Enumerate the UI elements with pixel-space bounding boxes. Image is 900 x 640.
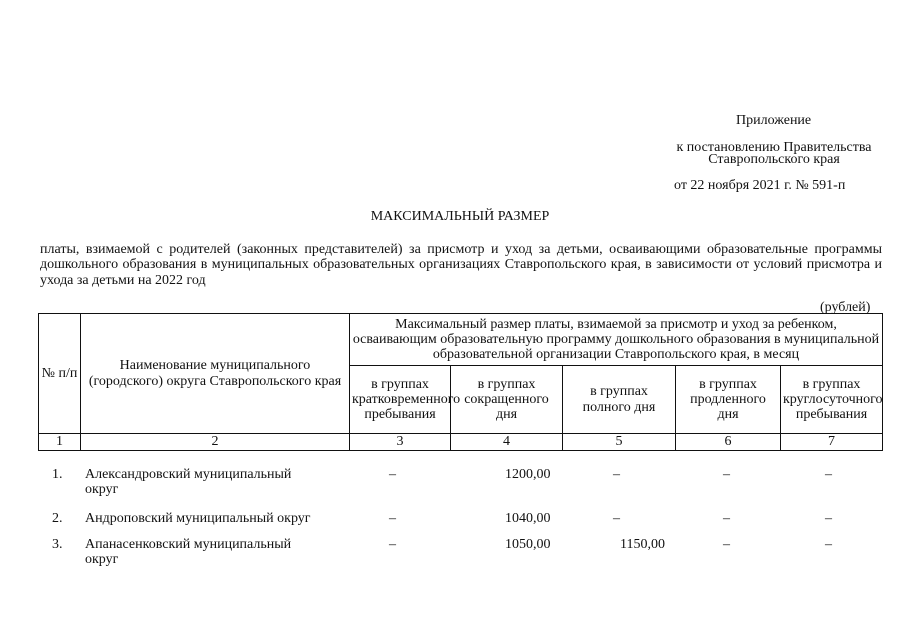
table-row [38, 511, 882, 531]
document-subtitle: платы, взимаемой с родителей (законных представителей) за присмотр и уход за детьми, осваивающими образовательные программы дошкольного образования в муниципальных образовательных организациях Ставропольского края, в зависимости от условий присмотра и ухода за детьми на 2022 год [40, 242, 882, 288]
col-number: 2 [81, 434, 350, 451]
col-header-number: № п/п [39, 314, 81, 434]
value-full-day: – [613, 467, 620, 482]
decree-reference-line1: к постановлению Правительства [676, 140, 872, 155]
col-header-short-stay: в группах кратковременного пребывания [350, 366, 451, 434]
table-row [38, 467, 882, 507]
col-number: 5 [563, 434, 676, 451]
decree-reference-line2: Ставропольского края [708, 152, 840, 167]
col-header-fee-group: Максимальный размер платы, взимаемой за присмотр и уход за ребенком, осваивающим образовательную программу дошкольного образования в муниципальной образовательной организации Ставропольского края, в месяц [350, 314, 883, 366]
value-extended-day: – [723, 467, 730, 482]
value-short-stay: – [389, 511, 396, 526]
col-header-name: Наименование муниципального (городского) округа Ставропольского края [81, 314, 350, 434]
value-short-stay: – [389, 537, 396, 552]
row-district-name: Апанасенковский муниципальный округ [85, 537, 292, 568]
value-round-the-clock: – [825, 537, 832, 552]
fee-table-header [38, 313, 883, 451]
col-header-reduced-day: в группах сокращенного дня [451, 366, 563, 434]
units-label: (рублей) [820, 300, 871, 315]
col-header-full-day: в группах полного дня [563, 366, 676, 434]
value-short-stay: – [389, 467, 396, 482]
row-number: 2. [52, 511, 63, 526]
value-reduced-day: 1050,00 [505, 537, 551, 552]
row-number: 3. [52, 537, 63, 552]
col-header-round-the-clock: в группах круглосуточного пребывания [781, 366, 883, 434]
table-row [38, 537, 882, 577]
value-extended-day: – [723, 511, 730, 526]
row-number: 1. [52, 467, 63, 482]
appendix-label: Приложение [736, 113, 812, 128]
decree-date-number: от 22 ноября 2021 г. № 591-п [674, 178, 846, 193]
value-round-the-clock: – [825, 467, 832, 482]
value-full-day: – [613, 511, 620, 526]
value-round-the-clock: – [825, 511, 832, 526]
value-reduced-day: 1200,00 [505, 467, 551, 482]
col-number: 7 [781, 434, 883, 451]
row-district-name: Андроповский муниципальный округ [85, 511, 311, 526]
value-full-day: 1150,00 [620, 537, 665, 552]
col-number: 6 [676, 434, 781, 451]
table-body [38, 467, 882, 568]
document-title: МАКСИМАЛЬНЫЙ РАЗМЕР [370, 209, 550, 224]
row-district-name: Александровский муниципальный округ [85, 467, 292, 498]
col-header-extended-day: в группах продленного дня [676, 366, 781, 434]
value-reduced-day: 1040,00 [505, 511, 551, 526]
col-number: 3 [350, 434, 451, 451]
column-numbers-row [39, 434, 883, 451]
col-number: 1 [39, 434, 81, 451]
value-extended-day: – [723, 537, 730, 552]
col-number: 4 [451, 434, 563, 451]
